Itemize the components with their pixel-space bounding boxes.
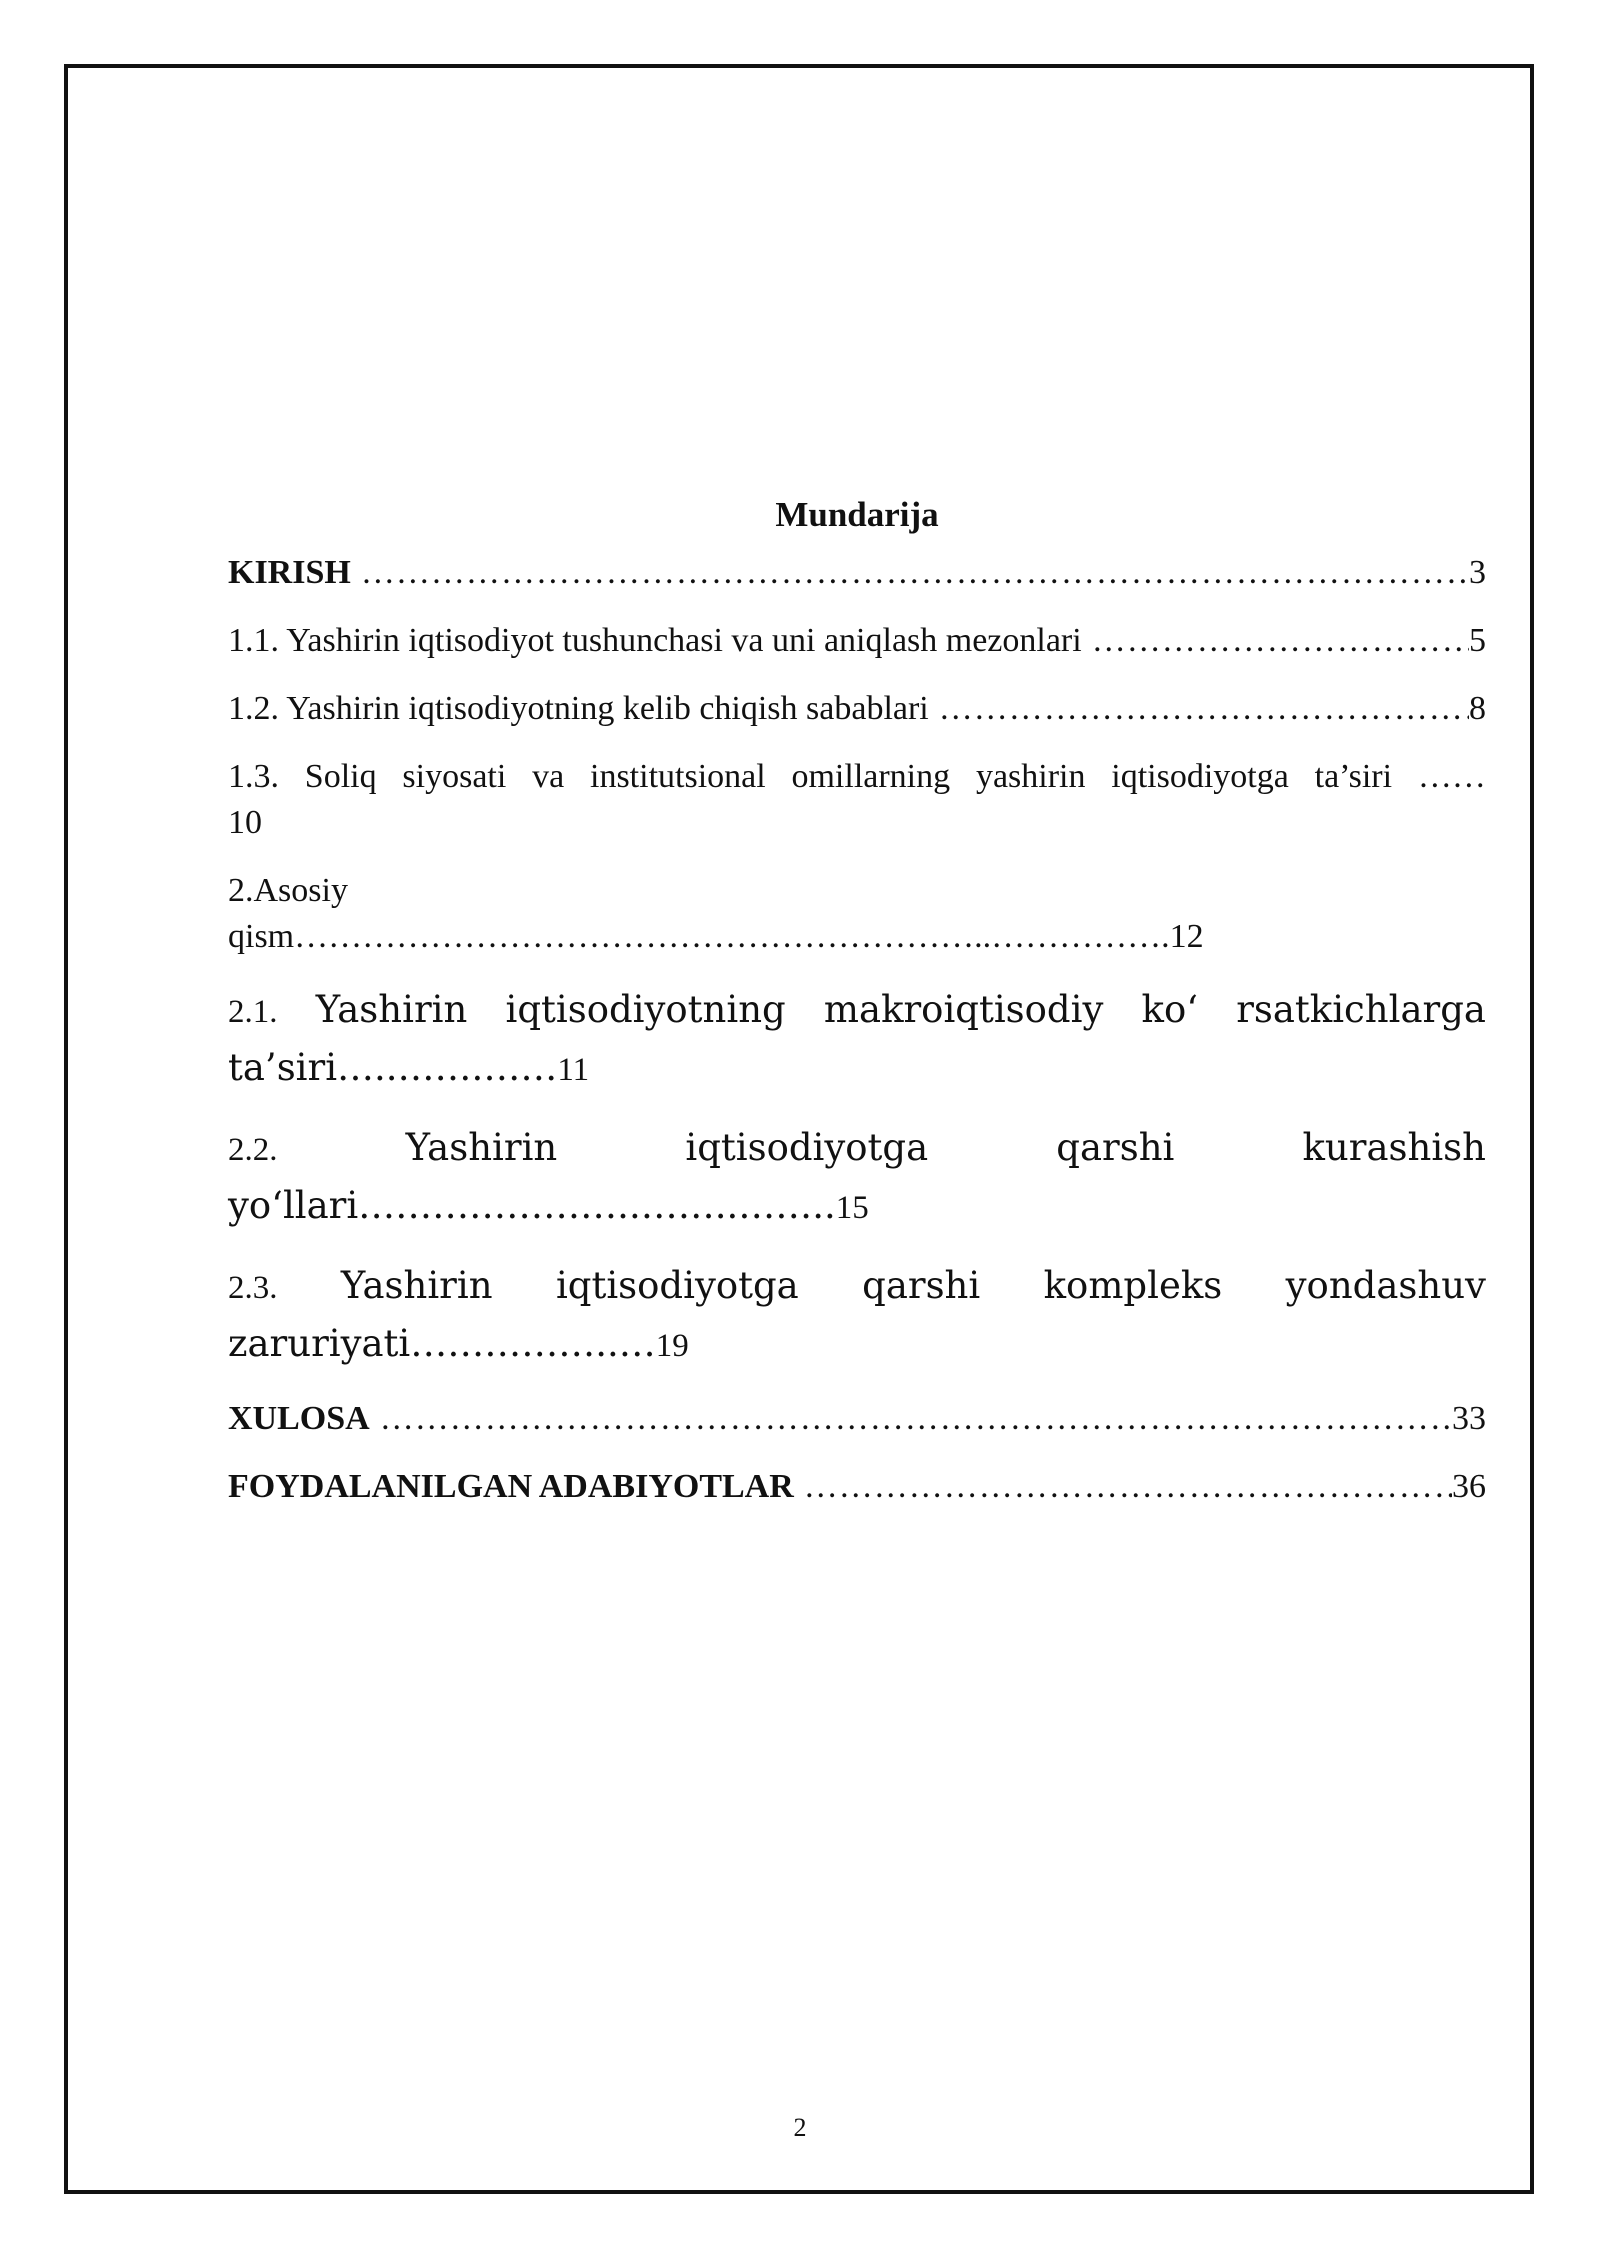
toc-word: yondashuv bbox=[1285, 1264, 1486, 1307]
toc-entry-label: XULOSA bbox=[228, 1400, 370, 1437]
toc-entry-label: FOYDALANILGAN ADABIYOTLAR bbox=[228, 1468, 794, 1505]
table-of-contents bbox=[228, 485, 1486, 1532]
toc-entry-label-cont: yo‘llari…………………..……..…….. bbox=[228, 1184, 836, 1227]
toc-word: omillarning bbox=[791, 758, 951, 795]
toc-entry-2-1[interactable] bbox=[228, 982, 1486, 1098]
toc-word: iqtisodiyotga bbox=[555, 1264, 799, 1307]
toc-word: …… bbox=[1417, 758, 1486, 795]
toc-entry-label-cont: qism……………………………………………………..……………. bbox=[228, 918, 1170, 955]
toc-title: Mundarija bbox=[775, 495, 939, 534]
toc-word: ko‘ bbox=[1141, 988, 1199, 1031]
toc-entry-label: KIRISH bbox=[228, 554, 351, 591]
toc-entry-page: 10 bbox=[228, 804, 262, 841]
toc-word: 2.3. bbox=[228, 1270, 278, 1306]
toc-word: iqtisodiyotga bbox=[1111, 758, 1289, 795]
toc-word: Yashirin bbox=[340, 1264, 493, 1307]
page-number: 2 bbox=[793, 2113, 807, 2142]
toc-entry-page: 5 bbox=[1469, 622, 1486, 659]
toc-word: qarshi bbox=[862, 1264, 981, 1307]
toc-entry-page: 8 bbox=[1469, 690, 1486, 727]
toc-entry-label-cont: zaruriyati……………..… bbox=[228, 1322, 656, 1365]
toc-entry-label-cont: ta’siri…..…….…… bbox=[228, 1046, 558, 1089]
dot-leader bbox=[929, 686, 1469, 732]
toc-word: makroiqtisodiy bbox=[823, 988, 1104, 1031]
toc-entry-page: 19 bbox=[655, 1328, 689, 1364]
toc-entry-page: 11 bbox=[557, 1052, 590, 1088]
toc-entry-line bbox=[228, 754, 1486, 800]
toc-word: va bbox=[532, 758, 565, 795]
toc-word: 2.2. bbox=[228, 1132, 278, 1168]
dot-leader bbox=[351, 550, 1469, 596]
toc-entry-adabiyotlar[interactable] bbox=[228, 1464, 1486, 1510]
toc-entry-line bbox=[228, 1120, 1486, 1178]
dot-leader bbox=[1082, 618, 1469, 664]
toc-entry-kirish[interactable] bbox=[228, 550, 1486, 596]
toc-word: kompleks bbox=[1043, 1264, 1223, 1307]
toc-word: iqtisodiyotning bbox=[505, 988, 786, 1031]
toc-entry-line bbox=[228, 982, 1486, 1040]
toc-entry-1-1[interactable] bbox=[228, 618, 1486, 664]
toc-word: iqtisodiyotga bbox=[685, 1126, 929, 1169]
toc-word: kurashish bbox=[1302, 1126, 1486, 1169]
toc-entry-label: 1.1. Yashirin iqtisodiyot tushunchasi va uni aniqlash mezonlari bbox=[228, 622, 1082, 659]
toc-word: ta’siri bbox=[1314, 758, 1393, 795]
toc-word: Yashirin bbox=[315, 988, 468, 1031]
toc-word: Soliq bbox=[304, 758, 377, 795]
toc-entry-label: 2.Asosiy bbox=[228, 872, 348, 909]
toc-entry-2-2[interactable] bbox=[228, 1120, 1486, 1236]
toc-word: yashirin bbox=[975, 758, 1086, 795]
toc-word: 1.3. bbox=[228, 758, 279, 795]
dot-leader bbox=[370, 1396, 1452, 1442]
toc-entry-1-2[interactable] bbox=[228, 686, 1486, 732]
toc-entry-page: 36 bbox=[1452, 1468, 1486, 1505]
dot-leader bbox=[794, 1464, 1452, 1510]
toc-word: qarshi bbox=[1056, 1126, 1175, 1169]
toc-entry-2[interactable] bbox=[228, 868, 1486, 960]
toc-word: siyosati bbox=[402, 758, 507, 795]
toc-word: institutsional bbox=[590, 758, 766, 795]
toc-entry-page: 3 bbox=[1469, 554, 1486, 591]
toc-word: rsatkichlarga bbox=[1236, 988, 1486, 1031]
toc-entry-label: 1.2. Yashirin iqtisodiyotning kelib chiqish sabablari bbox=[228, 690, 929, 727]
toc-entry-page: 15 bbox=[835, 1190, 869, 1226]
toc-word: 2.1. bbox=[228, 994, 278, 1030]
toc-entry-page: 12 bbox=[1169, 918, 1204, 955]
toc-entry-xulosa[interactable] bbox=[228, 1396, 1486, 1442]
toc-word: Yashirin bbox=[405, 1126, 558, 1169]
toc-entry-page: 33 bbox=[1452, 1400, 1486, 1437]
toc-entry-line bbox=[228, 1258, 1486, 1316]
toc-entry-1-3[interactable] bbox=[228, 754, 1486, 846]
toc-entry-2-3[interactable] bbox=[228, 1258, 1486, 1374]
